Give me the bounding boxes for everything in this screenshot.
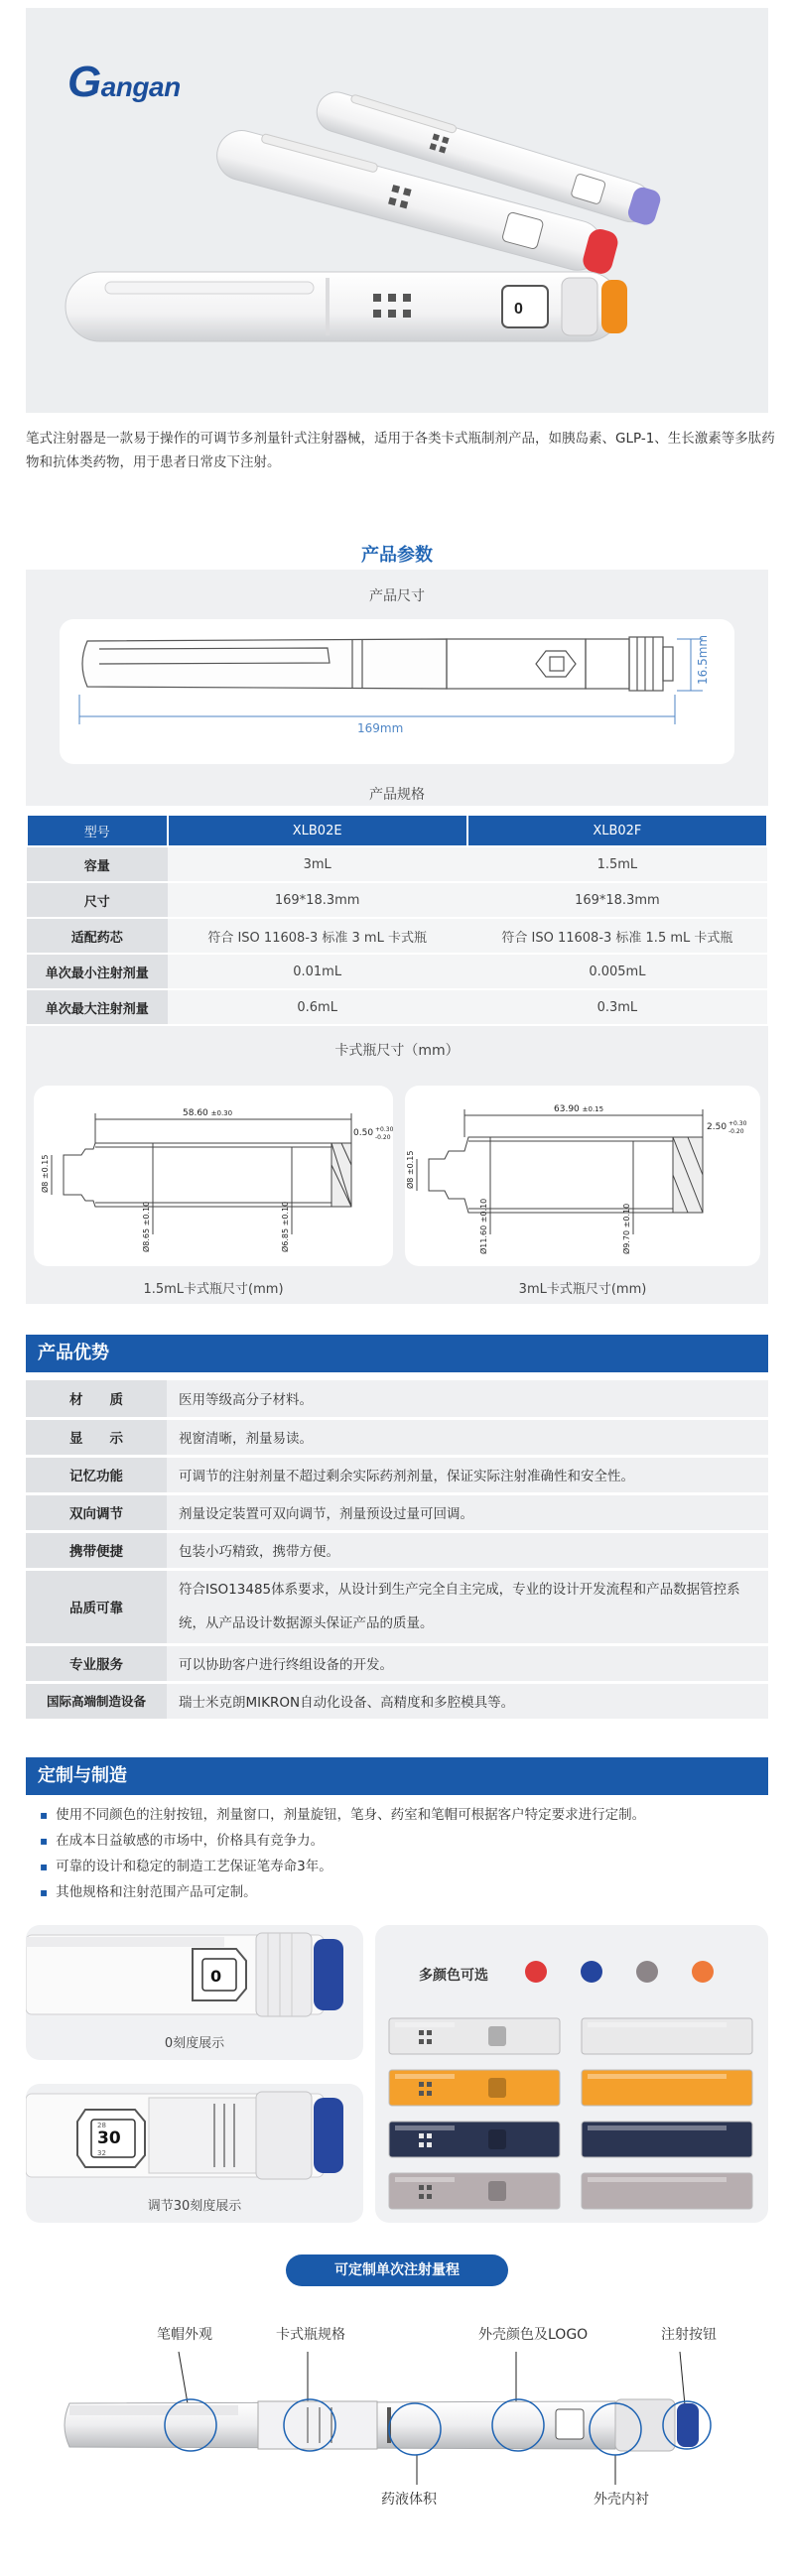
- svg-text:32: 32: [97, 2149, 106, 2157]
- color-pen-body: [389, 2070, 560, 2106]
- cartridge-small-caption: 1.5mL卡式瓶尺寸(mm): [143, 1282, 284, 1297]
- table-row: 尺寸 169*18.3mm 169*18.3mm: [27, 882, 767, 918]
- table-row: 携带便捷 包装小巧精致，携带方便。: [26, 1531, 768, 1569]
- cartridge-title: 卡式瓶尺寸（mm）: [334, 1043, 460, 1059]
- pen-dimension-drawing: [60, 619, 734, 764]
- blue-button: [314, 1939, 343, 2010]
- intro-text: 笔式注射器是一款易于操作的可调节多剂量针式注射器械，适用于各类卡式瓶制剂产品，如胰岛素、GLP-1、生长激素等多肽药物和抗体类药物，用于患者日常皮下注射。: [26, 431, 775, 470]
- blue-button: [314, 2098, 343, 2173]
- thirty-dose-window: 30: [97, 2128, 121, 2148]
- custom-title: 定制与制造: [26, 1757, 768, 1795]
- color-pen-cap: [582, 2070, 752, 2106]
- table-row: 适配药芯 符合 ISO 11608-3 标准 3 mL 卡式瓶 符合 ISO 11608-3 标准 1.5 mL 卡式瓶: [27, 918, 767, 954]
- table-row: 容量 3mL 1.5mL: [27, 846, 767, 882]
- width-dimension: 16.5mm: [696, 634, 710, 685]
- spec-header: 型号: [27, 815, 168, 846]
- color-pen-cap: [582, 2173, 752, 2209]
- color-swatch[interactable]: [636, 1961, 658, 1983]
- color-swatch[interactable]: [525, 1961, 547, 1983]
- cartridge-large-caption: 3mL卡式瓶尺寸(mm): [518, 1282, 647, 1297]
- spec-table: [26, 814, 768, 1026]
- colors-card: [375, 1925, 768, 2223]
- spec-header: XLB02E: [168, 815, 467, 846]
- dose-range-pen-diagram: [60, 2346, 754, 2485]
- svg-text:Ø8 ±0.15: Ø8 ±0.15: [41, 1154, 50, 1193]
- svg-text:-0.20: -0.20: [728, 1128, 744, 1135]
- label-liner: 外壳内衬: [594, 2492, 649, 2508]
- table-row: 材 质 医用等级高分子材料。: [26, 1380, 768, 1418]
- advantages-title: 产品优势: [26, 1335, 768, 1372]
- svg-text:Ø8.65 ±0.10: Ø8.65 ±0.10: [142, 1201, 151, 1252]
- svg-text:63.90 ±0.15: 63.90 ±0.15: [554, 1104, 604, 1114]
- color-pen-cap: [582, 2018, 752, 2054]
- list-item: ▪ 可靠的设计和稳定的制造工艺保证笔寿命3年。: [40, 1854, 774, 1879]
- brand-logo: Gangan: [67, 58, 181, 106]
- svg-text:2.50: 2.50: [707, 1122, 728, 1132]
- cartridge-panel: [26, 1026, 768, 1304]
- zero-scale-pen: [26, 1925, 363, 2028]
- hero-image: [26, 8, 768, 413]
- thirty-scale-pen: [26, 2084, 363, 2191]
- color-pen-body: [389, 2173, 560, 2209]
- params-title: 产品参数: [361, 545, 433, 566]
- zero-scale-card: [26, 1925, 363, 2060]
- cartridge-large-card: [405, 1086, 760, 1266]
- hero-pens-illustration: [26, 8, 768, 413]
- cartridge-small-drawing: [34, 1086, 393, 1266]
- label-cap: 笔帽外观: [157, 2327, 212, 2343]
- svg-text:Ø9.70 ±0.10: Ø9.70 ±0.10: [622, 1203, 631, 1254]
- advantages-table: [26, 1380, 768, 1722]
- thirty-scale-card: [26, 2084, 363, 2223]
- list-item: ▪ 使用不同颜色的注射按钮，剂量窗口，剂量旋钮，笔身、药室和笔帽可根据客户特定要求进行定制。: [40, 1802, 774, 1828]
- color-pen-cap: [582, 2122, 752, 2157]
- color-swatch[interactable]: [692, 1961, 714, 1983]
- label-cartridge: 卡式瓶规格: [276, 2327, 345, 2343]
- table-row: 专业服务 可以协助客户进行终组设备的开发。: [26, 1644, 768, 1682]
- color-options: [375, 1925, 768, 2223]
- svg-text:Ø11.60 ±0.10: Ø11.60 ±0.10: [479, 1198, 488, 1254]
- table-row: 显 示 视窗清晰，剂量易读。: [26, 1418, 768, 1456]
- svg-text:-0.20: -0.20: [375, 1134, 391, 1141]
- list-item: ▪ 在成本日益敏感的市场中，价格具有竞争力。: [40, 1828, 774, 1854]
- dose-range-pill: 可定制单次注射量程: [286, 2254, 508, 2286]
- zero-dose-window: 0: [210, 1967, 222, 1986]
- color-pen-body: [389, 2018, 560, 2054]
- length-dimension: 169mm: [357, 721, 404, 735]
- thirty-scale-caption: 调节30刻度展示: [147, 2199, 242, 2214]
- hero-dose-window: 0: [514, 301, 523, 318]
- svg-text:0.50: 0.50: [353, 1128, 374, 1138]
- table-row: 单次最小注射剂量 0.01mL 0.005mL: [27, 954, 767, 989]
- svg-text:58.60 ±0.30: 58.60 ±0.30: [183, 1108, 233, 1118]
- size-panel: [26, 570, 768, 806]
- table-row: 记忆功能 可调节的注射剂量不超过剩余实际药剂剂量，保证实际注射准确性和安全性。: [26, 1456, 768, 1493]
- spec-title: 产品规格: [369, 787, 425, 803]
- svg-text:Ø8 ±0.15: Ø8 ±0.15: [406, 1150, 415, 1189]
- svg-text:+0.30: +0.30: [728, 1120, 747, 1127]
- cartridge-large-drawing: [405, 1086, 760, 1266]
- spec-header: XLB02F: [467, 815, 767, 846]
- svg-text:+0.30: +0.30: [375, 1126, 393, 1133]
- colors-title: 多颜色可选: [419, 1968, 488, 1984]
- zero-scale-caption: 0刻度展示: [164, 2036, 225, 2051]
- label-volume: 药液体积: [381, 2492, 437, 2508]
- orange-button: [601, 280, 627, 333]
- cartridge-small-card: [34, 1086, 393, 1266]
- table-row: 双向调节 剂量设定装置可双向调节，剂量预设过量可回调。: [26, 1493, 768, 1531]
- size-drawing-card: [60, 619, 734, 764]
- color-swatch[interactable]: [581, 1961, 602, 1983]
- svg-text:Ø6.85 ±0.10: Ø6.85 ±0.10: [281, 1201, 290, 1252]
- color-pen-body: [389, 2122, 560, 2157]
- table-row: 品质可靠 符合ISO13485体系要求，从设计到生产完全自主完成，专业的设计开发流程和产品数据管控系统，从产品设计数据源头保证产品的质量。: [26, 1569, 768, 1644]
- table-row: 国际高端制造设备 瑞士米克朗MIKRON自动化设备、高精度和多腔模具等。: [26, 1682, 768, 1720]
- table-row: 单次最大注射剂量 0.6mL 0.3mL: [27, 989, 767, 1025]
- size-title: 产品尺寸: [369, 588, 425, 604]
- label-button: 注射按钮: [661, 2327, 717, 2343]
- svg-text:28: 28: [97, 2122, 106, 2129]
- label-shell-logo: 外壳颜色及LOGO: [478, 2327, 589, 2343]
- custom-bullets: [40, 1802, 774, 1905]
- list-item: ▪ 其他规格和注射范围产品可定制。: [40, 1879, 774, 1905]
